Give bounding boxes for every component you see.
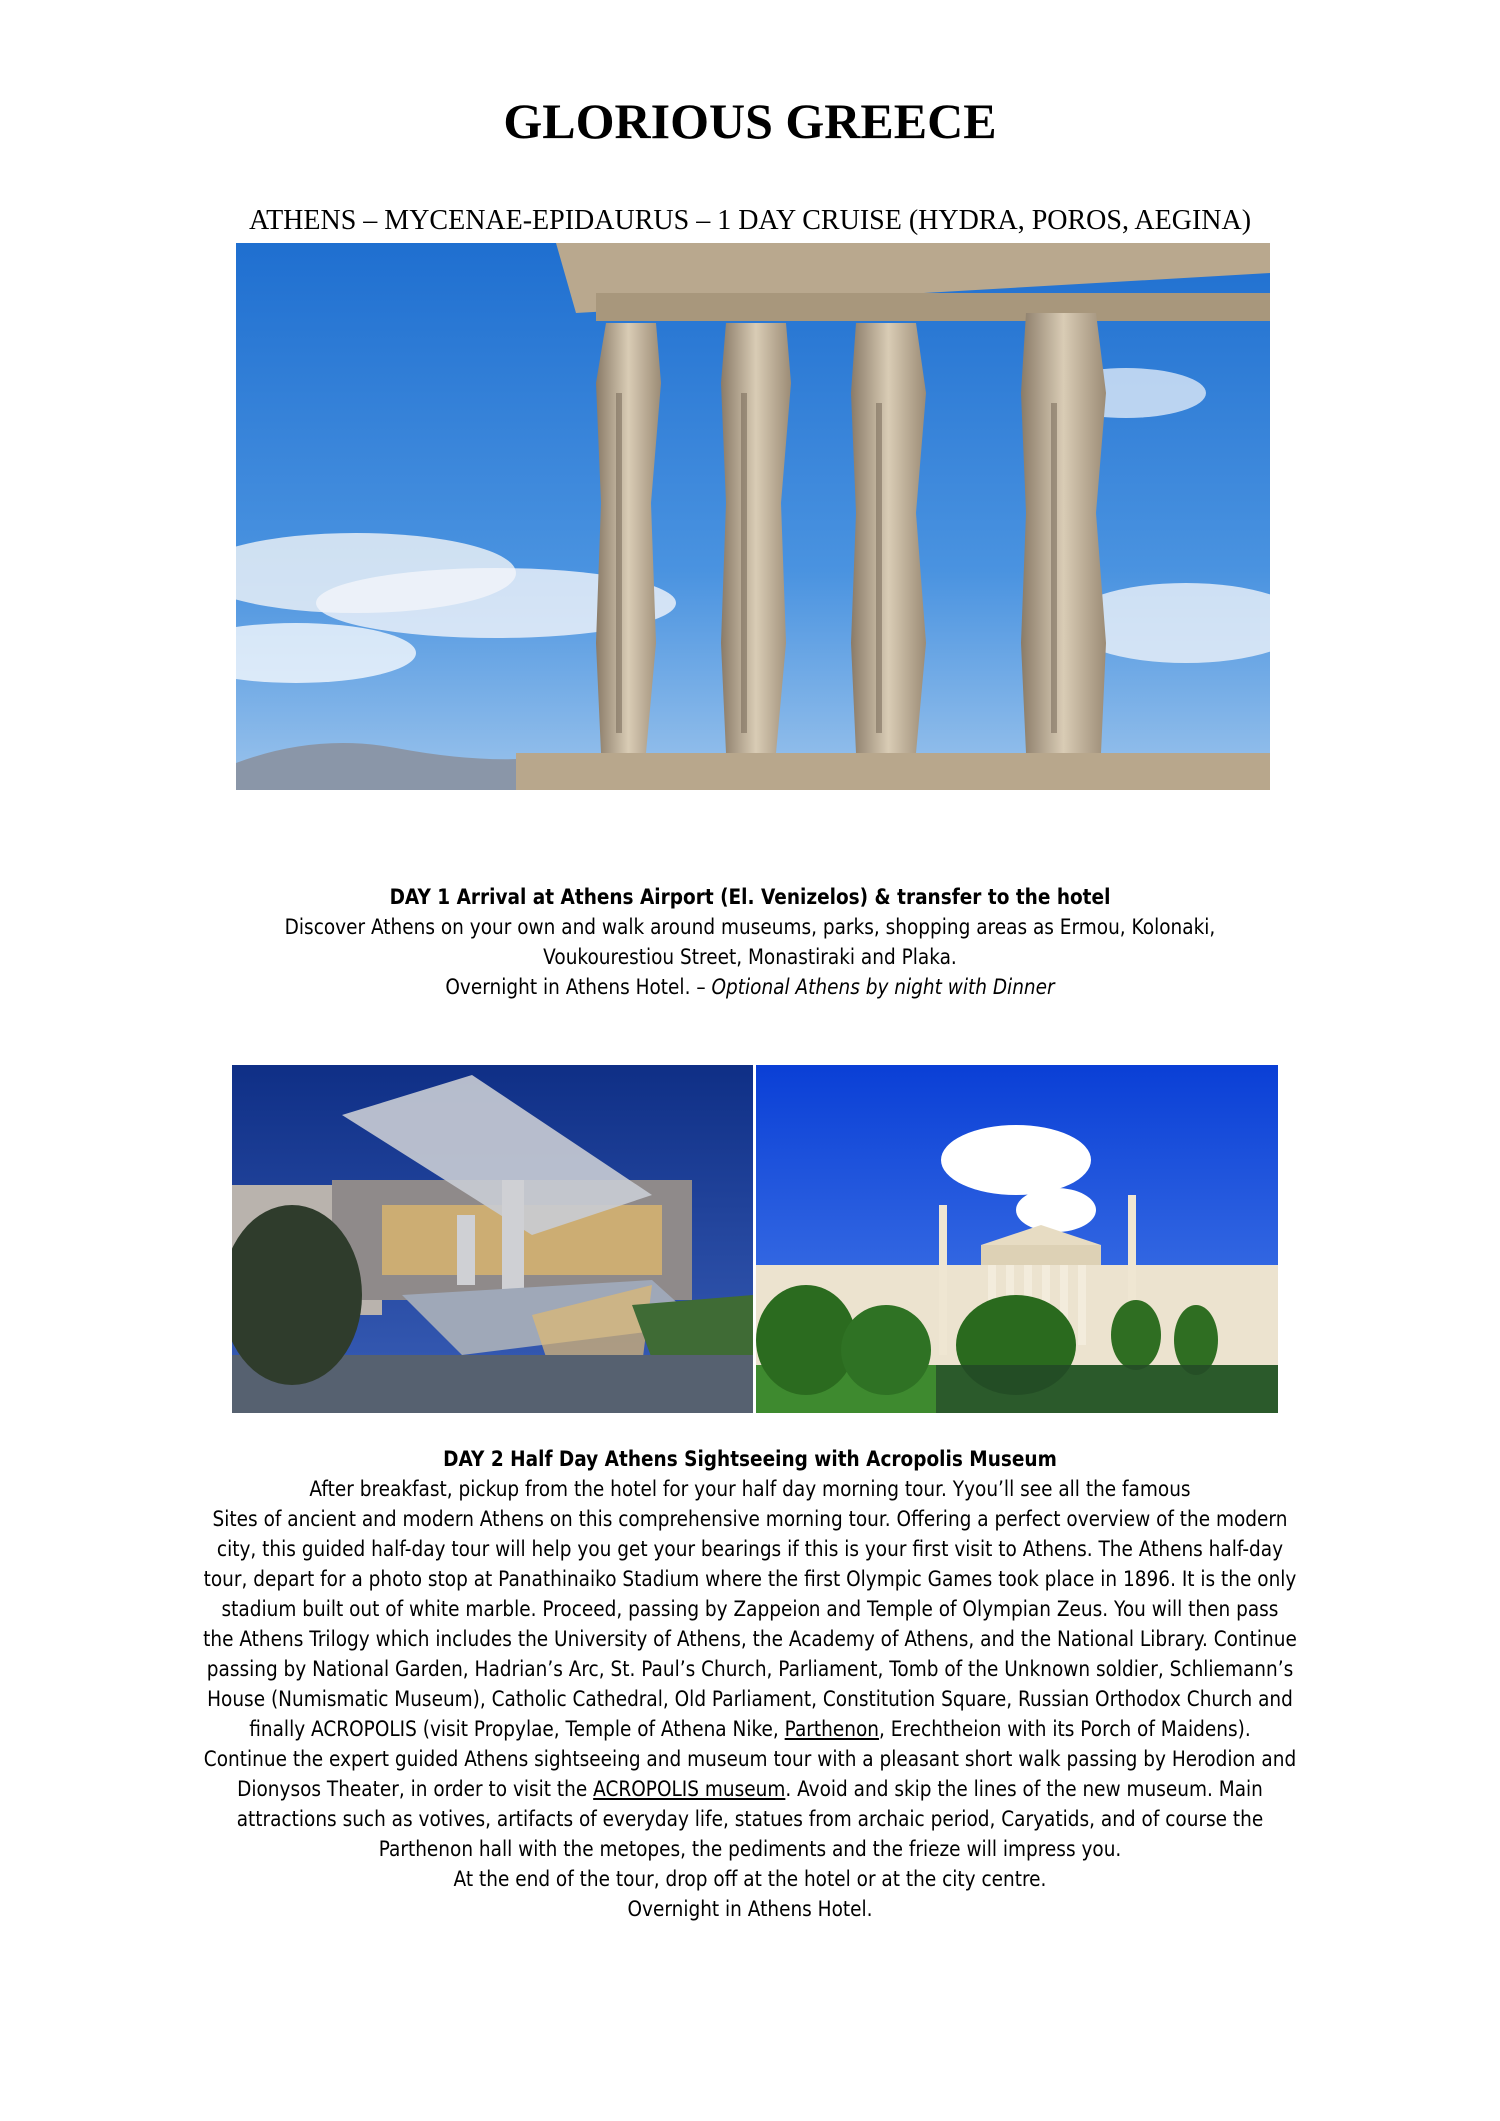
day-2-line-4: tour, depart for a photo stop at Panathinaiko Stadium where the first Olympic Games took place in 1896. It is the only	[203, 1567, 1297, 1592]
caryatids-photo	[236, 243, 1270, 790]
day-1-overnight	[174, 973, 1326, 1003]
day-1-heading: DAY 1 Arrival at Athens Airport (El. Venizelos) & transfer to the hotel	[389, 885, 1111, 910]
day-2-line-11-text-end: . Avoid and skip the lines of the new museum. Main	[785, 1777, 1263, 1802]
day-2-section	[174, 1445, 1326, 1925]
day-2-line-6: the Athens Trilogy which includes the University of Athens, the Academy of Athens, and the National Library. Continue	[203, 1627, 1297, 1652]
day-2-line-12: attractions such as votives, artifacts of everyday life, statues from archaic period, Caryatids, and of course the	[236, 1807, 1264, 1832]
day-2-line-3: city, this guided half-day tour will help you get your bearings if this is your first visit to Athens. The Athens half-day	[216, 1537, 1284, 1562]
day-2-line-11-text: Dionysos Theater, in order to visit the	[237, 1777, 594, 1802]
day-2-heading: DAY 2 Half Day Athens Sightseeing with Acropolis Museum	[443, 1447, 1057, 1472]
day-2-line-2: Sites of ancient and modern Athens on this comprehensive morning tour. Offering a perfect overview of the modern	[212, 1507, 1288, 1532]
day-2-line-15: Overnight in Athens Hotel.	[627, 1897, 873, 1922]
day-2-line-10: Continue the expert guided Athens sightseeing and museum tour with a pleasant short walk passing by Herodion and	[203, 1747, 1297, 1772]
day-1-optional-text: Optional Athens by night with Dinner	[711, 975, 1055, 1000]
day-2-line-14: At the end of the tour, drop off at the hotel or at the city centre.	[453, 1867, 1047, 1892]
day-1-overnight-text: Overnight in Athens Hotel. –	[445, 975, 712, 1000]
day-2-line-7: passing by National Garden, Hadrian’s Arc, St. Paul’s Church, Parliament, Tomb of the Unknown soldier, Schliemann’s	[206, 1657, 1294, 1682]
academy-of-athens-photo	[756, 1065, 1278, 1413]
day-1-line-1: Discover Athens on your own and walk around museums, parks, shopping areas as Ermou, Kolonaki,	[284, 915, 1216, 940]
day-2-line-11	[174, 1775, 1326, 1805]
day-2-line-8: House (Numismatic Museum), Catholic Cathedral, Old Parliament, Constitution Square, Russian Orthodox Church and	[207, 1687, 1293, 1712]
document-title: GLORIOUS GREECE	[503, 93, 997, 149]
day-1-line-2: Voukourestiou Street, Monastiraki and Plaka.	[543, 945, 957, 970]
day-2-line-9	[174, 1715, 1326, 1745]
acropolis-museum-photo	[232, 1065, 753, 1413]
day-2-line-5: stadium built out of white marble. Proceed, passing by Zappeion and Temple of Olympian Zeus. You will then pass	[221, 1597, 1279, 1622]
parthenon-link[interactable]: Parthenon	[784, 1717, 880, 1742]
day-2-line-9-text-end: , Erechtheion with its Porch of Maidens).	[879, 1717, 1251, 1742]
day-1-section	[174, 883, 1326, 1003]
day-2-line-13: Parthenon hall with the metopes, the pediments and the frieze will impress you.	[378, 1837, 1122, 1862]
acropolis-museum-link[interactable]: ACROPOLIS museum	[593, 1777, 786, 1802]
day-2-line-1: After breakfast, pickup from the hotel for your half day morning tour. Yyou’ll see all the famous	[309, 1477, 1191, 1502]
document-subtitle: ATHENS – MYCENAE-EPIDAURUS – 1 DAY CRUISE (HYDRA, POROS, AEGINA)	[248, 205, 1252, 236]
day-2-line-9-text: finally ACROPOLIS (visit Propylae, Temple of Athena Nike,	[249, 1717, 785, 1742]
